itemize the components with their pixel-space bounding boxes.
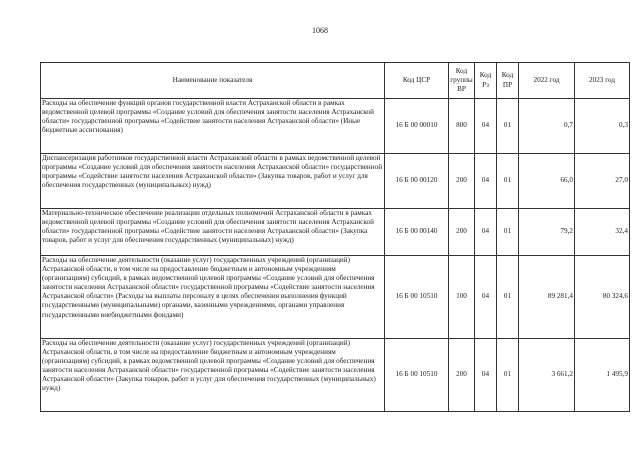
- row-pr: 01: [497, 99, 519, 154]
- row-csr: 16 Б 00 00120: [385, 154, 449, 209]
- row-rz: 04: [475, 99, 497, 154]
- row-pr: 01: [497, 339, 519, 412]
- row-2022: 89 281,4: [519, 256, 575, 339]
- row-2023: 27,0: [575, 154, 630, 209]
- table-row: [41, 154, 630, 209]
- header-pr: Код ПР: [497, 63, 519, 99]
- row-name: Расходы на обеспечение деятельности (оказание услуг) государственных учреждений (организаций) Астраханской области, в том числе на предоставление бюджетным и автономным учреждениям (организациям) субсидий, в рамках ведомственной целевой программы «Создание условий для обеспечения занятости населения Астраханской области» государственной программы «Содействие занятости населения Астраханской области» (Расходы на выплаты персоналу в целях обеспечения выполнения функций государственными (муниципальными) органами, казенными учреждениями, органами управления государственными внебюджетными фондами): [41, 256, 385, 339]
- page-number: 1068: [312, 26, 328, 35]
- row-rz: 04: [475, 209, 497, 256]
- row-name: Расходы на обеспечение деятельности (оказание услуг) государственных учреждений (организаций) Астраханской области, в том числе на предоставление бюджетным и автономным учреждениям (организациям) субсидий, в рамках ведомственной целевой программы «Создание условий для обеспечения занятости населения Астраханской области» государственной программы «Содействие занятости населения Астраханской области» (Закупка товаров, работ и услуг для обеспечения государственных (муниципальных) нужд): [41, 339, 385, 412]
- row-vr: 100: [449, 256, 475, 339]
- row-csr: 16 Б 00 00140: [385, 209, 449, 256]
- row-name: Расходы на обеспечение функций органов государственной власти Астраханской области в рамках ведомственной целевой программы «Создание условий для обеспечения занятости населения Астраханской области» государственной программы «Содействие занятости населения Астраханской области» (Иные бюджетные ассигнования): [41, 99, 385, 154]
- row-2023: 1 495,9: [575, 339, 630, 412]
- row-rz: 04: [475, 339, 497, 412]
- row-2022: 66,0: [519, 154, 575, 209]
- table-header-row: [41, 63, 630, 99]
- row-csr: 16 Б 00 10510: [385, 256, 449, 339]
- budget-table: [40, 62, 630, 412]
- row-2022: 79,2: [519, 209, 575, 256]
- row-pr: 01: [497, 154, 519, 209]
- row-pr: 01: [497, 209, 519, 256]
- row-2022: 0,7: [519, 99, 575, 154]
- row-name: Диспансеризация работников государственной власти Астраханской области в рамках ведомственной целевой программы «Создание условий для обеспечения занятости населения Астраханской области» государственной программы «Содействие занятости населения Астраханской области» (Закупка товаров, работ и услуг для обеспечения государственных (муниципальных) нужд): [41, 154, 385, 209]
- table-row: [41, 256, 630, 339]
- row-vr: 200: [449, 339, 475, 412]
- row-2023: 80 324,6: [575, 256, 630, 339]
- row-vr: 800: [449, 99, 475, 154]
- row-rz: 04: [475, 154, 497, 209]
- row-rz: 04: [475, 256, 497, 339]
- row-name: Материально-техническое обеспечение реализации отдельных полномочий Астраханской области в рамках ведомственной целевой программы «Создание условий для обеспечения занятости населения Астраханской области» государственной программы «Содействие занятости населения Астраханской области» (Закупка товаров, работ и услуг для обеспечения государственных (муниципальных) нужд): [41, 209, 385, 256]
- header-name: Наименование показателя: [41, 63, 385, 99]
- row-vr: 200: [449, 154, 475, 209]
- header-csr: Код ЦСР: [385, 63, 449, 99]
- header-2023: 2023 год: [575, 63, 630, 99]
- header-rz: Код Рз: [475, 63, 497, 99]
- row-pr: 01: [497, 256, 519, 339]
- row-2022: 3 661,2: [519, 339, 575, 412]
- row-csr: 16 Б 00 00010: [385, 99, 449, 154]
- table-row: [41, 209, 630, 256]
- row-2023: 32,4: [575, 209, 630, 256]
- header-2022: 2022 год: [519, 63, 575, 99]
- table-row: [41, 99, 630, 154]
- header-vr: Код группы ВР: [449, 63, 475, 99]
- row-vr: 200: [449, 209, 475, 256]
- row-csr: 16 Б 00 10510: [385, 339, 449, 412]
- row-2023: 0,3: [575, 99, 630, 154]
- table-row: [41, 339, 630, 412]
